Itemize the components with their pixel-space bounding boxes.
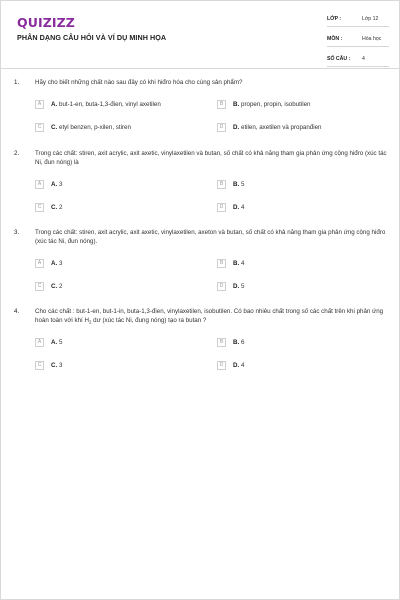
question-number: 4. — [14, 308, 20, 315]
option-letter-box: B — [217, 180, 226, 189]
option-text: propen, propin, isobutilen — [241, 101, 311, 108]
option-text: 4 — [241, 362, 245, 369]
meta-row-class — [327, 16, 389, 27]
option-key: A. — [51, 339, 58, 346]
option-key: C. — [51, 283, 58, 290]
option-key: D. — [233, 204, 240, 211]
question-text-part: Cho các chất : but-1-en, but-1-in, buta-1,3-đien, vinylaxetilen, isobutilen. Có bao nhiêu chất trong số các chất trên khi phản ứng hoàn toàn với khí H — [35, 308, 384, 324]
question-text-part: dư (xúc tác Ni, đung nóng) tạo ra butan ? — [91, 316, 207, 324]
meta-label-question-count: SỐ CÂU : — [327, 56, 351, 62]
option-key: D. — [233, 283, 240, 290]
option-text: etilen, axetilen và propanđien — [241, 124, 322, 131]
option-key: A. — [51, 181, 58, 188]
meta-value-subject: Hóa học — [362, 36, 382, 42]
option-letter-box: C — [35, 203, 44, 212]
option-letter-box: B — [217, 259, 226, 268]
meta-value-class: Lớp 12 — [362, 16, 379, 22]
question-number: 1. — [14, 79, 20, 86]
option-text: etyl benzen, p-xilen, stiren — [59, 124, 131, 131]
question-number: 2. — [14, 150, 20, 157]
question-text — [35, 308, 389, 325]
option-text: 4 — [241, 260, 245, 267]
page-title: PHÂN DẠNG CÂU HỎI VÀ VÍ DỤ MINH HỌA — [17, 33, 167, 42]
option-letter-box: A — [35, 338, 44, 347]
question-text: Trong các chất: stiren, axit acrylic, axit axetic, vinylaxetilen và butan, số chất có khả năng tham gia phản ứng cộng hiđro (xúc tác Ni, đun nóng) là — [35, 150, 387, 166]
option-letter-box: C — [35, 361, 44, 370]
option-key: B. — [233, 260, 240, 267]
option-text: 2 — [59, 283, 63, 290]
option-key: B. — [233, 101, 240, 108]
option-letter-box: A — [35, 259, 44, 268]
meta-row-subject — [327, 36, 389, 47]
option-letter-box: B — [217, 100, 226, 109]
option-key: A. — [51, 101, 58, 108]
meta-label-subject: MÔN : — [327, 36, 343, 42]
question-text: Trong các chất: stiren, axit acrylic, axit axetic, vinylaxetilen, axeton và butan, số chất có khả năng tham gia phản ứng cộng hiđro (xúc tác Ni, đun nóng). — [35, 229, 386, 245]
option-text: 4 — [241, 204, 245, 211]
option-letter-box: B — [217, 338, 226, 347]
option-key: A. — [51, 260, 58, 267]
meta-value-question-count: 4 — [362, 56, 365, 62]
option-letter-box: D — [217, 361, 226, 370]
question-number: 3. — [14, 229, 20, 236]
option-key: D. — [233, 362, 240, 369]
option-text: 3 — [59, 260, 63, 267]
worksheet-meta — [327, 16, 389, 76]
option-key: C. — [51, 124, 58, 131]
option-text: 6 — [241, 339, 245, 346]
meta-label-class: LỚP : — [327, 16, 342, 22]
option-text: 3 — [59, 362, 63, 369]
option-text: but-1-en, buta-1,3-đien, vinyl axetilen — [59, 101, 161, 108]
header-divider — [1, 68, 399, 69]
option-letter-box: D — [217, 282, 226, 291]
meta-row-question-count — [327, 56, 389, 67]
option-letter-box: C — [35, 123, 44, 132]
option-text: 2 — [59, 204, 63, 211]
option-letter-box: A — [35, 100, 44, 109]
option-letter-box: A — [35, 180, 44, 189]
option-key: C. — [51, 362, 58, 369]
option-key: C. — [51, 204, 58, 211]
quizizz-logo: QUIZIZZ — [17, 15, 75, 30]
option-key: D. — [233, 124, 240, 131]
option-letter-box: D — [217, 123, 226, 132]
option-letter-box: D — [217, 203, 226, 212]
option-text: 3 — [59, 181, 63, 188]
question-text: Hãy cho biết những chất nào sau đây có khi hiđro hóa cho cùng sản phẩm? — [35, 79, 243, 86]
option-text: 5 — [241, 181, 245, 188]
option-text: 5 — [241, 283, 245, 290]
subscript-2: 2 — [88, 319, 92, 325]
option-key: B. — [233, 181, 240, 188]
option-key: B. — [233, 339, 240, 346]
option-text: 5 — [59, 339, 63, 346]
option-letter-box: C — [35, 282, 44, 291]
